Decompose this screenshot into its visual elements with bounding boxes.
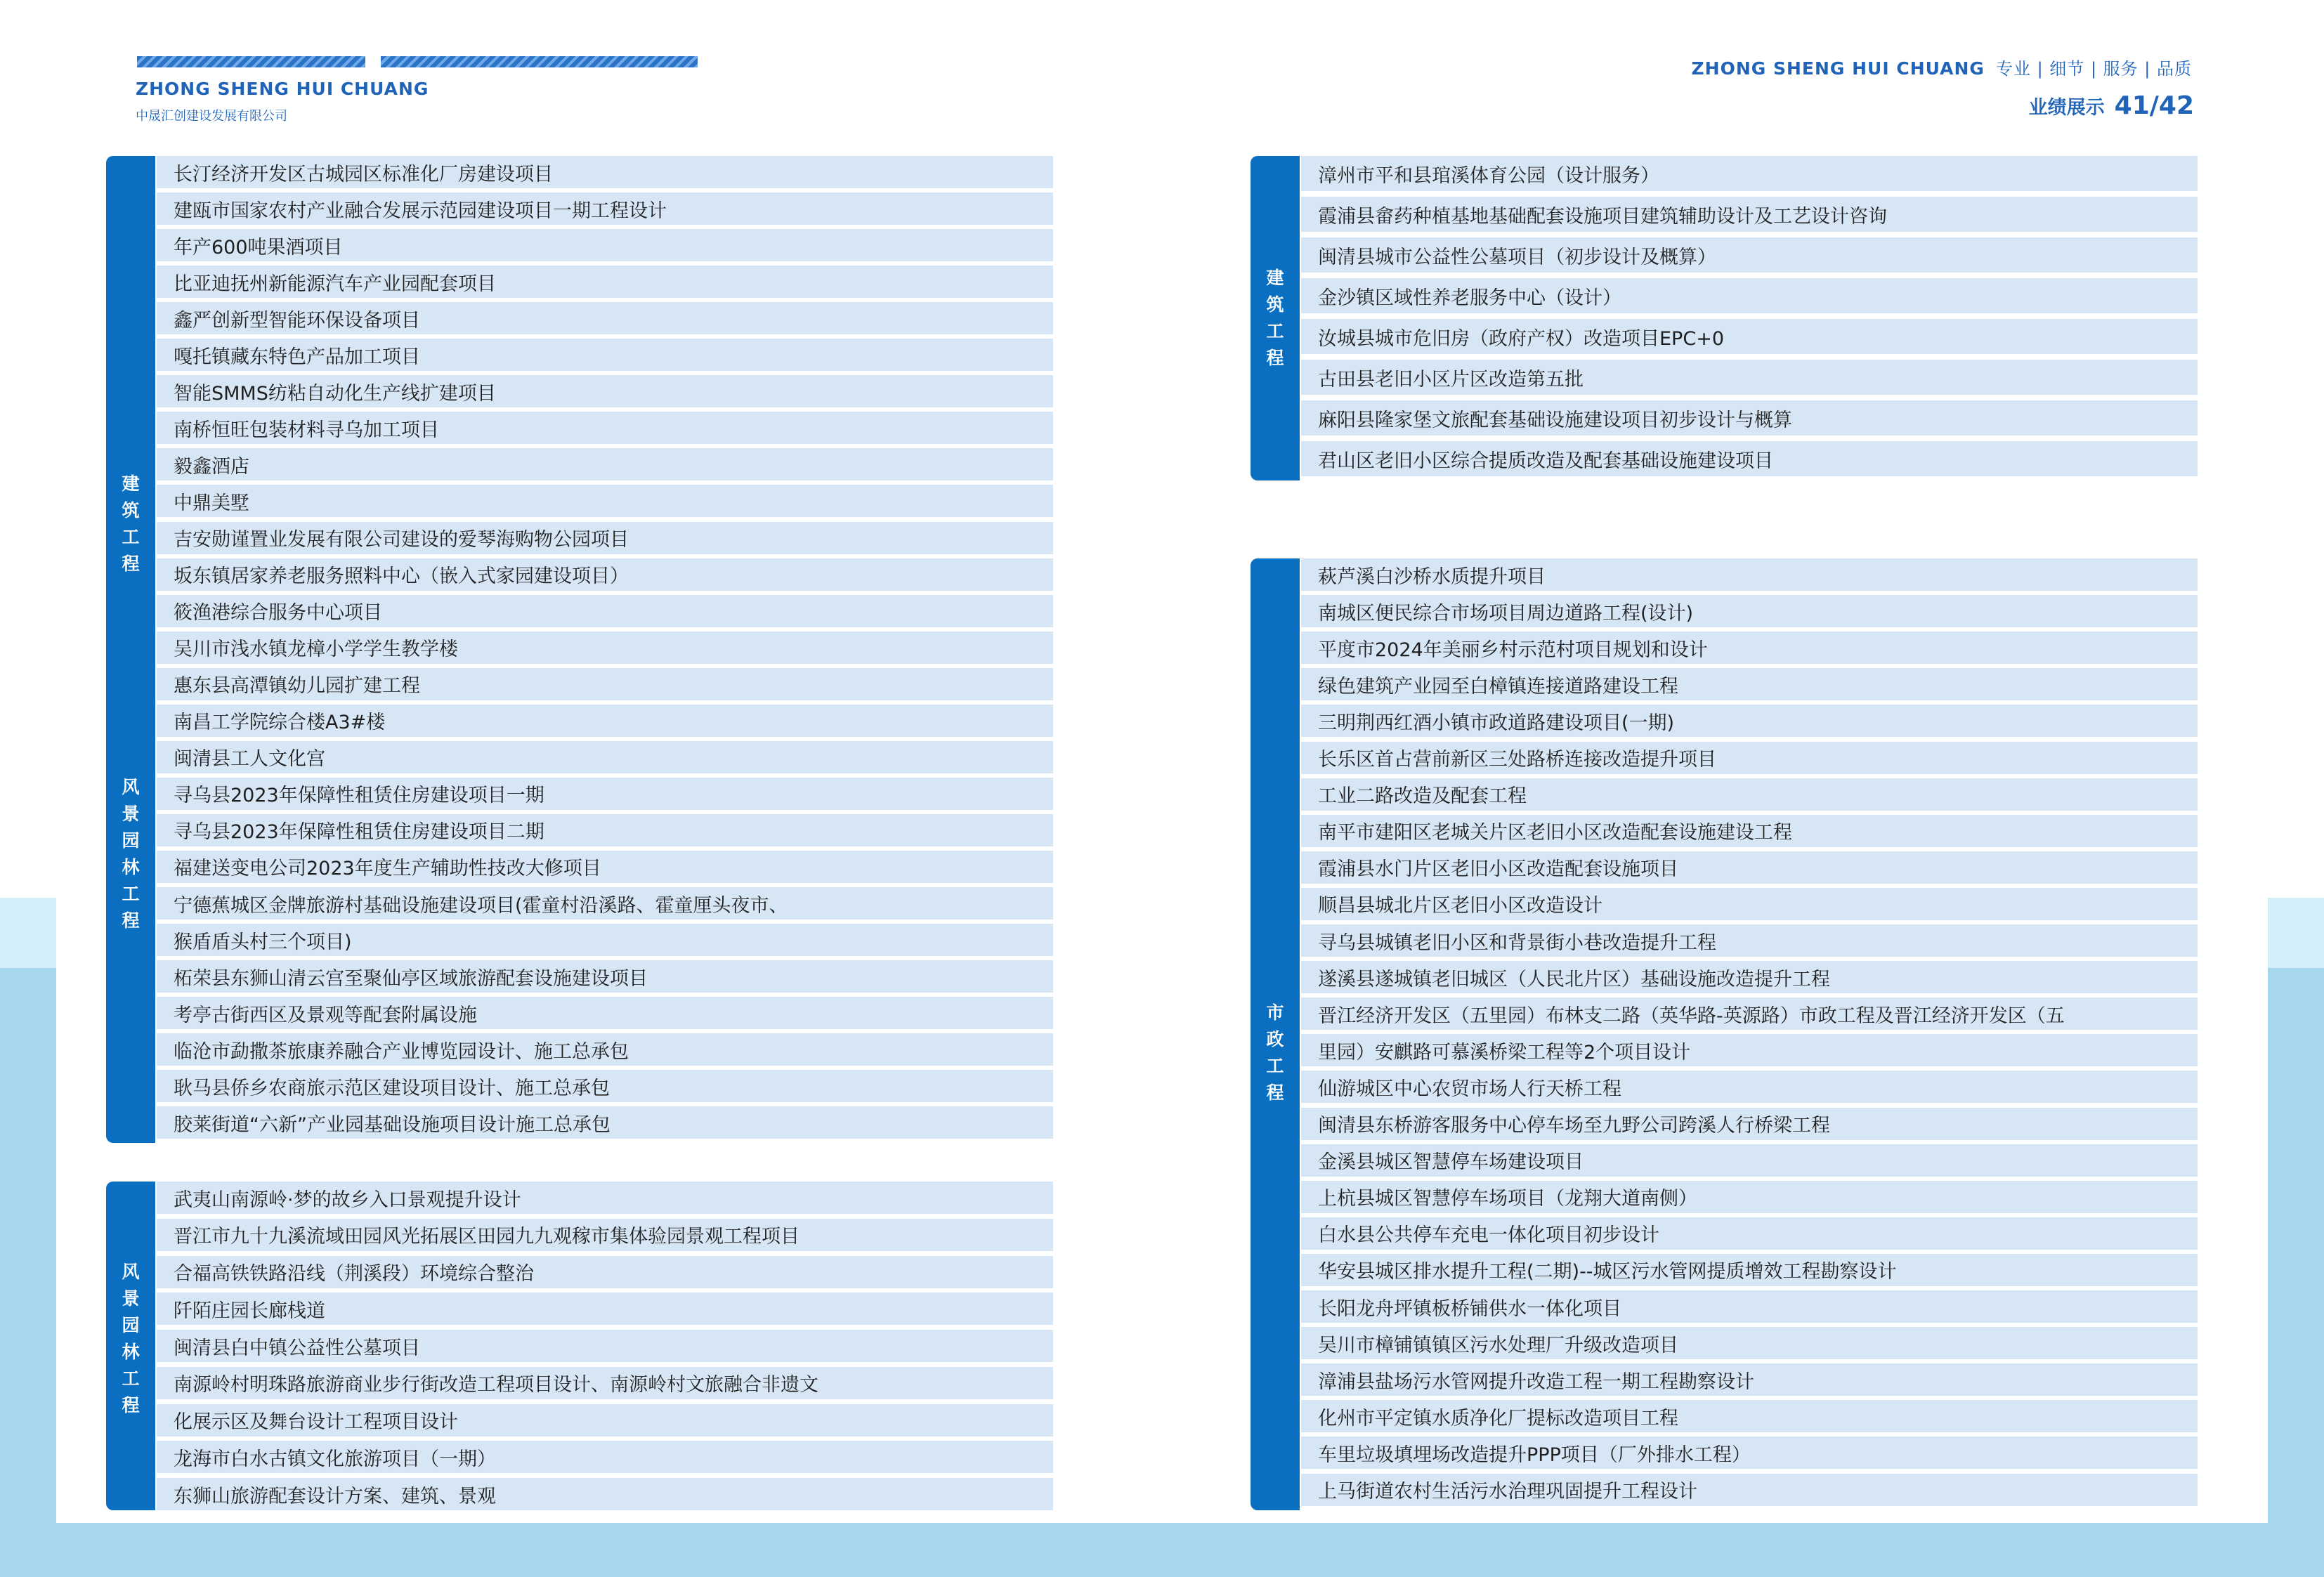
project-row: 萩芦溪白沙桥水质提升项目 bbox=[1301, 558, 2198, 591]
right-light-band bbox=[2268, 898, 2324, 968]
project-row: 武夷山南源岭·梦的故乡入口景观提升设计 bbox=[157, 1182, 1053, 1214]
brand-chinese: 中晟汇创建设发展有限公司 bbox=[136, 109, 287, 124]
header-right bbox=[1692, 55, 2192, 79]
project-row: 吉安勋谨置业发展有限公司建设的爱琴海购物公园项目 bbox=[157, 522, 1053, 554]
project-row: 闽清县城市公益性公墓项目（初步设计及概算） bbox=[1301, 237, 2198, 273]
project-row: 化州市平定镇水质净化厂提标改造项目工程 bbox=[1301, 1400, 2198, 1432]
project-row: 顺昌县城北片区老旧小区改造设计 bbox=[1301, 888, 2198, 920]
project-row: 耿马县侨乡农商旅示范区建设项目设计、施工总承包 bbox=[157, 1070, 1053, 1102]
project-row: 阡陌庄园长廊栈道 bbox=[157, 1293, 1053, 1325]
category-label-landscape: 风 景 园 林 工 程 bbox=[122, 1262, 140, 1415]
project-row: 南昌工学院综合楼A3#楼 bbox=[157, 705, 1053, 737]
project-row: 工业二路改造及配套工程 bbox=[1301, 778, 2198, 811]
page-indicator bbox=[2029, 91, 2194, 120]
project-row: 柘荣县东狮山清云宫至聚仙亭区域旅游配套设施建设项目 bbox=[157, 960, 1053, 993]
project-row: 毅鑫酒店 bbox=[157, 448, 1053, 480]
project-row: 晋江经济开发区（五里园）布林支二路（英华路-英源路）市政工程及晋江经济开发区（五 bbox=[1301, 997, 2198, 1030]
project-row: 鑫严创新型智能环保设备项目 bbox=[157, 302, 1053, 334]
project-row: 闽清县东桥游客服务中心停车场至九野公司跨溪人行桥梁工程 bbox=[1301, 1108, 2198, 1140]
project-row: 南平市建阳区老城关片区老旧小区改造配套设施建设工程 bbox=[1301, 815, 2198, 847]
project-row: 霞浦县水门片区老旧小区改造配套设施项目 bbox=[1301, 851, 2198, 884]
right-bottom-project-list bbox=[1251, 558, 2198, 1510]
project-row: 漳浦县盐场污水管网提升改造工程一期工程勘察设计 bbox=[1301, 1363, 2198, 1396]
project-row: 白水县公共停车充电一体化项目初步设计 bbox=[1301, 1217, 2198, 1250]
project-row: 晋江市九十九溪流域田园风光拓展区田园九九观稼市集体验园景观工程项目 bbox=[157, 1219, 1053, 1251]
header-stripe-1 bbox=[137, 56, 365, 67]
category-label-landscape: 风 景 园 林 工 程 bbox=[122, 777, 140, 931]
project-row: 漳州市平和县琯溪体育公园（设计服务） bbox=[1301, 156, 2198, 191]
header-right-brand: ZHONG SHENG HUI CHUANG bbox=[1691, 58, 1985, 79]
project-row: 南桥恒旺包装材料寻乌加工项目 bbox=[157, 412, 1053, 444]
project-row: 寻乌县2023年保障性租赁住房建设项目一期 bbox=[157, 778, 1053, 810]
project-row: 临沧市勐撒茶旅康养融合产业博览园设计、施工总承包 bbox=[157, 1033, 1053, 1066]
project-row: 长阳龙舟坪镇板桥铺供水一体化项目 bbox=[1301, 1290, 2198, 1323]
project-row: 吴川市樟铺镇镇区污水处理厂升级改造项目 bbox=[1301, 1327, 2198, 1359]
header-tags: 专业 | 细节 | 服务 | 品质 bbox=[1995, 59, 2192, 79]
project-row: 嘎托镇藏东特色产品加工项目 bbox=[157, 339, 1053, 371]
right-top-project-list bbox=[1251, 156, 2198, 480]
project-row: 古田县老旧小区片区改造第五批 bbox=[1301, 360, 2198, 395]
project-row: 汝城县城市危旧房（政府产权）改造项目EPC+0 bbox=[1301, 319, 2198, 354]
project-row: 筱渔港综合服务中心项目 bbox=[157, 595, 1053, 627]
project-row: 绿色建筑产业园至白樟镇连接道路建设工程 bbox=[1301, 668, 2198, 700]
project-row: 龙海市白水古镇文化旅游项目（一期） bbox=[157, 1441, 1053, 1473]
project-row: 吴川市浅水镇龙樟小学学生教学楼 bbox=[157, 632, 1053, 664]
project-row: 金沙镇区域性养老服务中心（设计） bbox=[1301, 278, 2198, 313]
project-row: 南源岭村明珠路旅游商业步行街改造工程项目设计、南源岭村文旅融合非遗文 bbox=[157, 1367, 1053, 1399]
page-number: 41/42 bbox=[2114, 91, 2194, 120]
brand-english: ZHONG SHENG HUI CHUANG bbox=[136, 79, 429, 99]
section-label: 业绩展示 bbox=[2028, 97, 2105, 119]
project-row: 麻阳县隆家堡文旅配套基础设施建设项目初步设计与概算 bbox=[1301, 400, 2198, 436]
project-row: 建瓯市国家农村产业融合发展示范园建设项目一期工程设计 bbox=[157, 192, 1053, 225]
project-row: 宁德蕉城区金牌旅游村基础设施建设项目(霍童村沿溪路、霍童厘头夜市、 bbox=[157, 887, 1053, 920]
project-row: 君山区老旧小区综合提质改造及配套基础设施建设项目 bbox=[1301, 441, 2198, 476]
left-bottom-project-list bbox=[106, 1182, 1053, 1510]
project-row: 惠东县高潭镇幼儿园扩建工程 bbox=[157, 668, 1053, 700]
project-row: 坂东镇居家养老服务照料中心（嵌入式家园建设项目） bbox=[157, 558, 1053, 591]
project-row: 上杭县城区智慧停车场项目（龙翔大道南侧） bbox=[1301, 1181, 2198, 1213]
project-row: 闽清县白中镇公益性公墓项目 bbox=[157, 1330, 1053, 1362]
project-row: 长乐区首占营前新区三处路桥连接改造提升项目 bbox=[1301, 742, 2198, 774]
project-row: 平度市2024年美丽乡村示范村项目规划和设计 bbox=[1301, 632, 2198, 664]
left-light-band bbox=[0, 898, 56, 968]
project-row: 年产600吨果酒项目 bbox=[157, 229, 1053, 261]
project-row: 考亭古街西区及景观等配套附属设施 bbox=[157, 997, 1053, 1029]
project-row: 化展示区及舞台设计工程项目设计 bbox=[157, 1404, 1053, 1437]
project-row: 三明荆西红酒小镇市政道路建设项目(一期) bbox=[1301, 705, 2198, 737]
project-row: 车里垃圾填埋场改造提升PPP项目（厂外排水工程） bbox=[1301, 1437, 2198, 1469]
project-row: 比亚迪抚州新能源汽车产业园配套项目 bbox=[157, 266, 1053, 298]
project-row: 闽清县工人文化宫 bbox=[157, 741, 1053, 773]
project-row: 南城区便民综合市场项目周边道路工程(设计) bbox=[1301, 595, 2198, 627]
project-row: 胶莱街道“六新”产业园基础设施项目设计施工总承包 bbox=[157, 1106, 1053, 1139]
category-bar bbox=[106, 156, 155, 1143]
project-row: 华安县城区排水提升工程(二期)--城区污水管网提质增效工程勘察设计 bbox=[1301, 1254, 2198, 1286]
project-row: 寻乌县2023年保障性租赁住房建设项目二期 bbox=[157, 814, 1053, 846]
project-row: 里园）安麒路可慕溪桥梁工程等2个项目设计 bbox=[1301, 1034, 2198, 1066]
project-row: 东狮山旅游配套设计方案、建筑、景观 bbox=[157, 1478, 1053, 1510]
project-row: 上马街道农村生活污水治理巩固提升工程设计 bbox=[1301, 1474, 2198, 1506]
category-label-architecture: 建 筑 工 程 bbox=[1266, 268, 1284, 368]
category-label-municipal: 市 政 工 程 bbox=[1266, 1002, 1284, 1103]
project-row: 金溪县城区智慧停车场建设项目 bbox=[1301, 1144, 2198, 1177]
project-row: 仙游城区中心农贸市场人行天桥工程 bbox=[1301, 1071, 2198, 1103]
project-row: 福建送变电公司2023年度生产辅助性技改大修项目 bbox=[157, 851, 1053, 883]
header-stripe-2 bbox=[381, 56, 698, 67]
project-row: 霞浦县畲药种植基地基础配套设施项目建筑辅助设计及工艺设计咨询 bbox=[1301, 197, 2198, 232]
project-row: 遂溪县遂城镇老旧城区（人民北片区）基础设施改造提升工程 bbox=[1301, 961, 2198, 993]
category-label-architecture: 建 筑 工 程 bbox=[122, 473, 140, 574]
project-row: 中鼎美墅 bbox=[157, 485, 1053, 517]
project-row: 猴盾盾头村三个项目) bbox=[157, 924, 1053, 956]
project-row: 寻乌县城镇老旧小区和背景街小巷改造提升工程 bbox=[1301, 924, 2198, 957]
project-row: 合福高铁铁路沿线（荆溪段）环境综合整治 bbox=[157, 1256, 1053, 1288]
project-row: 长汀经济开发区古城园区标准化厂房建设项目 bbox=[157, 156, 1053, 188]
left-top-project-list bbox=[106, 156, 1053, 1143]
project-row: 智能SMMS纺粘自动化生产线扩建项目 bbox=[157, 375, 1053, 407]
